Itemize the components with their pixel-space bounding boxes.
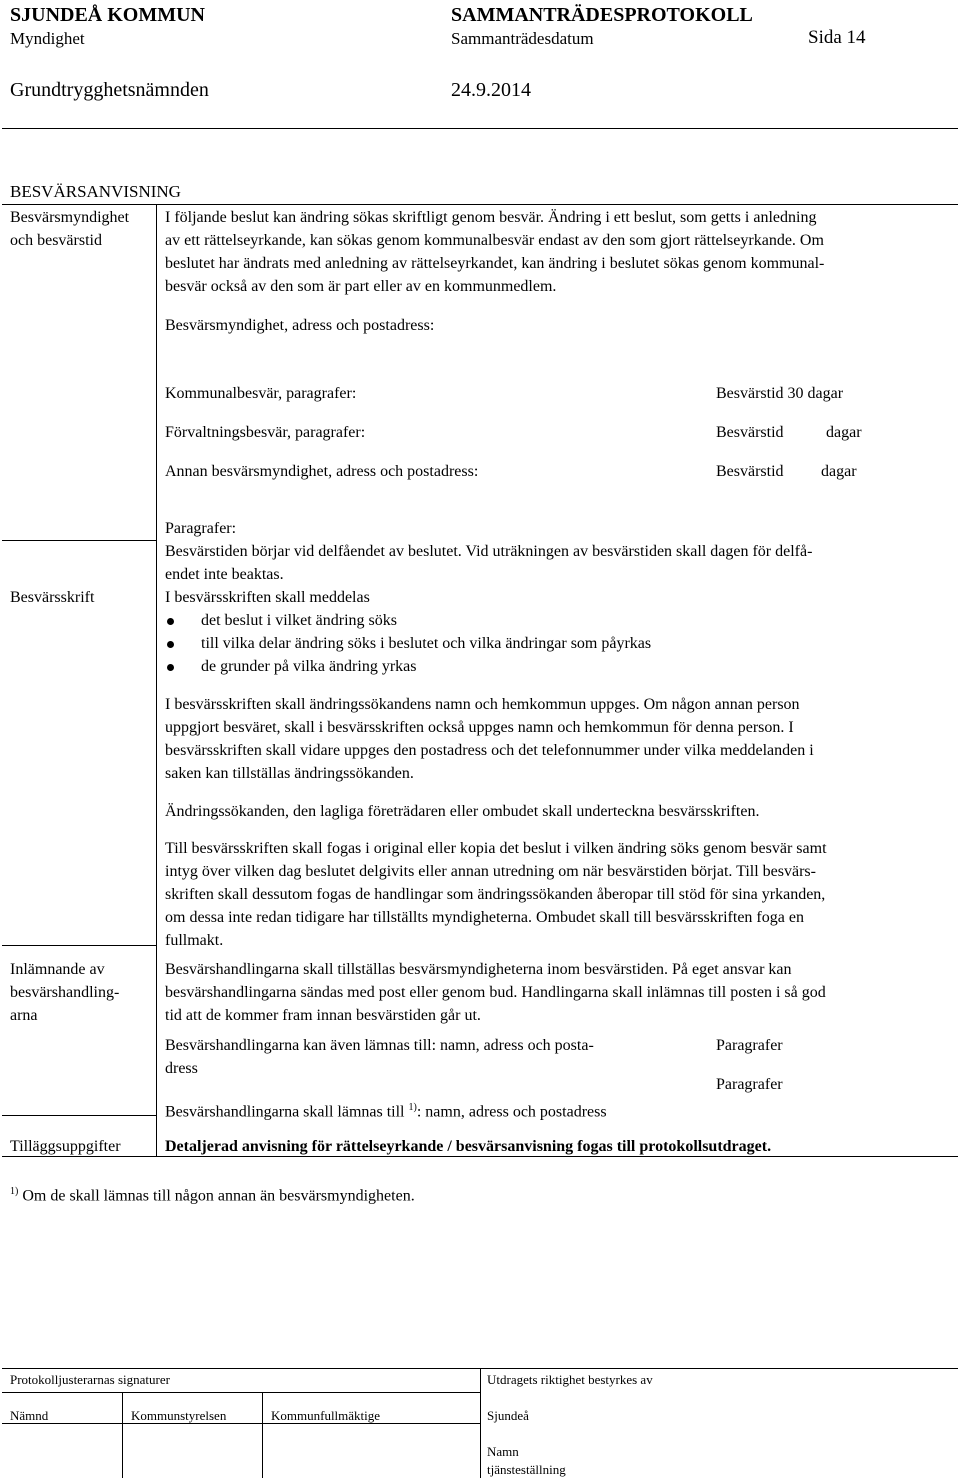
footnote: [10, 1180, 415, 1207]
forvaltningsbesvar-time-unit: dagar: [826, 424, 862, 441]
certifier-title-label: tjänsteställning: [487, 1462, 566, 1477]
section-label-submission-2: besvärshandling-: [10, 984, 120, 1001]
header-divider: [2, 128, 958, 129]
appeal-letter-p1-line-3: besvärsskriften skall vidare uppges den postadress och det telefonnummer under vilka meddelanden i: [165, 742, 814, 759]
footer-cell-divider: [122, 1392, 123, 1478]
appeal-letter-intro: I besvärsskriften skall meddelas: [165, 589, 370, 606]
signature-committee: Nämnd: [10, 1408, 49, 1423]
org-subtitle: Myndighet: [10, 29, 85, 48]
footnote-text: Om de skall lämnas till någon annan än besvärsmyndigheten.: [18, 1187, 415, 1205]
section-label-submission-3: arna: [10, 1007, 38, 1024]
footer-cell-divider: [262, 1392, 263, 1478]
appeal-letter-p3-line-1: Till besvärsskriften skall fogas i original eller kopia det beslut i vilken ändring söks genom besvär samt: [165, 840, 827, 857]
submission-to-text: Besvärshandlingarna skall lämnas till: [165, 1103, 409, 1121]
appeal-letter-p3-line-4: om dessa inte redan tidigare har tillställts myndigheterna. Ombudet skall till besvärsskriften foga en: [165, 909, 804, 926]
section-label-submission-1: Inlämnande av: [10, 961, 105, 978]
other-authority-time-unit: dagar: [821, 463, 857, 480]
footnote-ref: 1): [408, 1102, 417, 1113]
section-label-additional: Tilläggsuppgifter: [10, 1138, 121, 1155]
submission-alt-line-1: Besvärshandlingarna kan även lämnas till: namn, adress och posta-: [165, 1037, 594, 1054]
submission-to-line: [165, 1096, 607, 1123]
intro-line-3: beslutet har ändrats med anledning av rättelseyrkandet, kan ändring i beslutet sökas genom kommunal-: [165, 255, 825, 272]
signature-municipal-board: Kommunstyrelsen: [131, 1408, 227, 1423]
submission-p1-line-2: besvärshandlingarna sändas med post eller genom bud. Handlingarna skall inlämnas till posten i så god: [165, 984, 826, 1001]
kommunalbesvar-time: Besvärstid 30 dagar: [716, 385, 844, 402]
table-top-border: [2, 204, 958, 205]
submission-p1-line-1: Besvärshandlingarna skall tillställas besvärsmyndigheterna inom besvärstiden. På eget ansvar kan: [165, 961, 792, 978]
intro-line-1: I följande beslut kan ändring sökas skriftligt genom besvär. Ändring i ett beslut, som getts i anledning: [165, 209, 817, 226]
list-item: [165, 655, 651, 678]
footer-center-divider: [480, 1368, 481, 1478]
submission-to-paragraphs: Paragrafer: [716, 1076, 783, 1093]
meeting-date-label: Sammanträdesdatum: [451, 29, 594, 48]
intro-line-4: besvär också av den som är part eller av en kommunmedlem.: [165, 278, 557, 295]
other-authority-time-label: Besvärstid: [716, 463, 784, 480]
row-divider: [2, 1115, 156, 1116]
other-authority-label: Annan besvärsmyndighet, adress och postadress:: [165, 463, 479, 480]
bullet-icon: [167, 664, 174, 671]
certifier-place: Sjundeå: [487, 1408, 529, 1423]
forvaltningsbesvar-time-label: Besvärstid: [716, 424, 784, 441]
appeal-letter-p3-line-2: intyg över vilken dag beslutet delgivits eller annan utredning om när besvärstiden börjat. Till besvärs-: [165, 863, 816, 880]
certifier-name-label: Namn: [487, 1444, 519, 1459]
page-title: BESVÄRSANVISNING: [10, 182, 181, 201]
column-divider: [156, 204, 157, 1157]
intro-line-2: av ett rättelseyrkande, kan sökas genom kommunalbesvär endast av den som gjort rättelseyrkande. Om: [165, 232, 824, 249]
bullet-icon: [167, 641, 174, 648]
document-type: SAMMANTRÄDESPROTOKOLL: [451, 4, 753, 26]
appeal-start-line-1: Besvärstiden börjar vid delfåendet av beslutet. Vid uträkningen av besvärstiden skall dagen för delfå-: [165, 543, 813, 560]
section-label-authority: Besvärsmyndighet: [10, 209, 130, 226]
appeal-letter-p1-line-2: uppgjort besväret, skall i besvärsskriften också uppges namn och hemkommun för denna person. I: [165, 719, 794, 736]
appeal-letter-requirements: [165, 609, 651, 678]
forvaltningsbesvar-label: Förvaltningsbesvär, paragrafer:: [165, 424, 366, 441]
footer-row-divider: [2, 1423, 480, 1424]
submission-to-text-end: : namn, adress och postadress: [416, 1103, 607, 1121]
page-number: Sida 14: [808, 27, 866, 48]
footer-row-divider: [2, 1392, 480, 1393]
section-label-appeal-letter: Besvärsskrift: [10, 589, 95, 606]
meeting-date: 24.9.2014: [451, 79, 531, 101]
list-item-text: det beslut i vilket ändring söks: [201, 612, 397, 629]
row-divider: [2, 945, 156, 946]
committee-name: Grundtrygghetsnämnden: [10, 79, 209, 101]
row-divider: [2, 540, 156, 541]
submission-p1-line-3: tid att de kommer fram innan besvärstiden går ut.: [165, 1007, 481, 1024]
list-item: [165, 632, 651, 655]
org-name: SJUNDEÅ KOMMUN: [10, 4, 205, 26]
submission-alt-paragraphs: Paragrafer: [716, 1037, 783, 1054]
submission-alt-line-2: dress: [165, 1060, 198, 1077]
appeal-letter-p3-line-5: fullmakt.: [165, 932, 224, 949]
signatures-label: Protokolljusterarnas signaturer: [10, 1372, 170, 1387]
extract-certified-label: Utdragets riktighet bestyrkes av: [487, 1372, 653, 1387]
list-item-text: de grunder på vilka ändring yrkas: [201, 658, 417, 675]
paragraphs-label: Paragrafer:: [165, 520, 237, 537]
signature-municipal-council: Kommunfullmäktige: [271, 1408, 381, 1423]
section-label-time: och besvärstid: [10, 232, 102, 249]
appeal-letter-p2: Ändringssökanden, den lagliga företrädaren eller ombudet skall underteckna besvärsskriften.: [165, 803, 760, 820]
appeal-letter-p1-line-4: saken kan tillställas ändringssökanden.: [165, 765, 414, 782]
list-item-text: till vilka delar ändring söks i beslutet och vilka ändringar som påyrkas: [201, 635, 652, 652]
authority-address-label: Besvärsmyndighet, adress och postadress:: [165, 317, 435, 334]
kommunalbesvar-label: Kommunalbesvär, paragrafer:: [165, 385, 357, 402]
bullet-icon: [167, 618, 174, 625]
additional-info-text: Detaljerad anvisning för rättelseyrkande / besvärsanvisning fogas till protokollsutdraget.: [165, 1138, 772, 1155]
appeal-letter-p1-line-1: I besvärsskriften skall ändringssökandens namn och hemkommun uppges. Om någon annan person: [165, 696, 800, 713]
list-item: [165, 609, 651, 632]
footnote-marker: 1): [10, 1186, 19, 1197]
appeal-start-line-2: endet inte beaktas.: [165, 566, 284, 583]
appeal-letter-p3-line-3: skriften skall dessutom fogas de handlingar som ändringssökanden åberopar till stöd för sina yrkanden,: [165, 886, 826, 903]
